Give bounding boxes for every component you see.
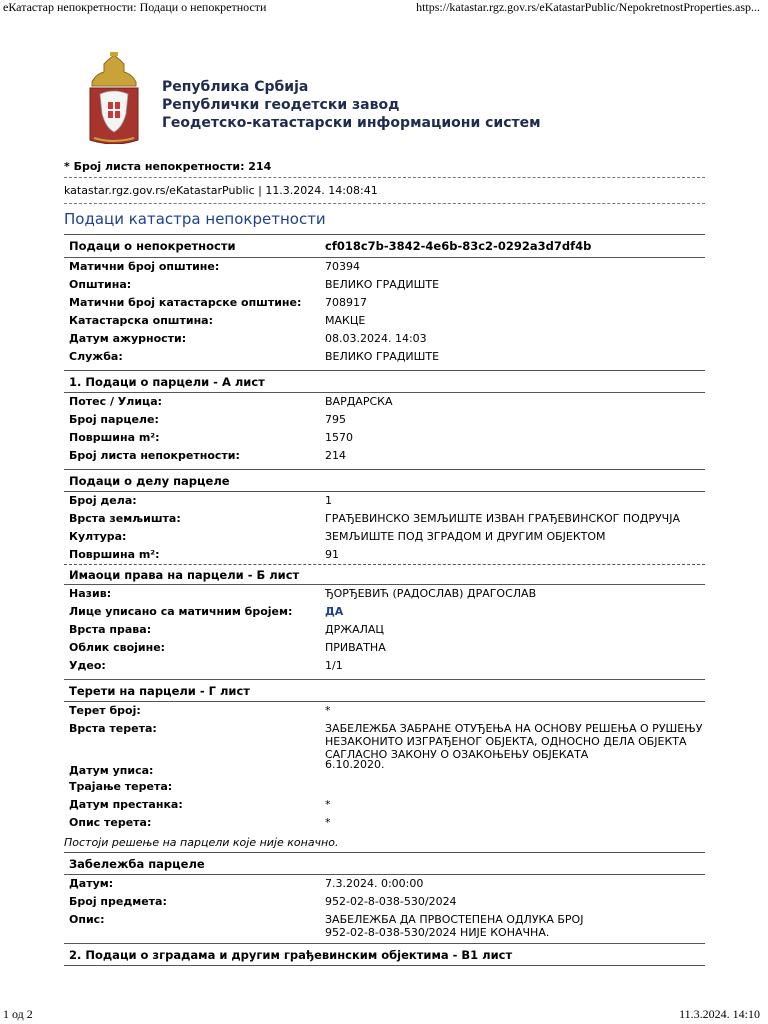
table-row: Матични број катастарске општине: 708917: [69, 296, 367, 309]
print-header-title: еКатастар непокретности: Подаци о непокретности: [3, 0, 267, 14]
table-row: Датум уписа: 6.10.2020.: [69, 758, 385, 777]
meta-line: katastar.rgz.gov.rs/eKatastarPublic | 11.3.2024. 14:08:41: [64, 184, 378, 197]
divider: [64, 203, 705, 204]
parcel-section-header: 1. Подаци о парцели - А лист: [64, 370, 705, 392]
table-row: Служба: ВЕЛИКО ГРАДИШТЕ: [69, 350, 440, 363]
table-row: Назив: ЂОРЂЕВИЋ (РАДОСЛАВ) ДРАГОСЛАВ: [64, 584, 705, 603]
table-row: Трајање терета:: [69, 780, 173, 793]
print-footer: [0, 1008, 768, 1024]
table-row: Број парцеле: 795: [69, 413, 346, 426]
table-row: Број предмета: 952-02-8-038-530/2024: [69, 895, 457, 908]
table-row: Опис: ЗАБЕЛЕЖБА ДА ПРВОСТЕПЕНА ОДЛУКА БРОЈ 952-02-8-038-530/2024 НИЈЕ КОНАЧНА.: [69, 913, 584, 939]
table-row: Матични број општине: 70394: [64, 257, 705, 276]
property-id: cf018c7b-3842-4e6b-83c2-0292a3d7df4b: [325, 239, 592, 253]
table-row: Терет број: *: [64, 701, 705, 720]
table-row: Катастарска општина: МАКЦЕ: [69, 314, 366, 327]
table-row: Површина m²: 91: [69, 548, 339, 561]
institution-line-information-system: Геодетско-катастарски информациони систем: [162, 115, 541, 131]
table-row: Врста терета: ЗАБЕЛЕЖБА ЗАБРАНЕ ОТУЂЕЊА НА ОСНОВУ РЕШЕЊА О РУШЕЊУ НЕЗАКОНИТО ИЗГРАЂЕНОГ ОБЈЕКТА, ОДНОСНО ДЕЛА ОБЈЕКТА САГЛАСНО ЗАКОНУ О ОЗАКОЊЕЊУ ОБЈЕКАТА: [69, 722, 703, 761]
property-header: [64, 234, 705, 257]
table-row: Врста права: ДРЖАЛАЦ: [69, 623, 384, 636]
table-row: Датум: 7.3.2024. 0:00:00: [64, 874, 705, 893]
print-header-url[interactable]: https://katastar.rgz.gov.rs/eKatastarPublic/NepokretnostProperties.asp...: [416, 0, 760, 14]
table-row: Потес / Улица: ВАРДАРСКА: [64, 392, 705, 411]
table-row: Опис терета: *: [69, 816, 331, 829]
table-row: Општина: ВЕЛИКО ГРАДИШТЕ: [69, 278, 440, 291]
table-row: Број листа непокретности: 214: [69, 449, 346, 462]
sheet-number: * Број листа непокретности: 214: [64, 160, 272, 173]
coat-of-arms-icon: [86, 52, 142, 144]
institution-line-republic: Република Србија: [162, 79, 309, 95]
page-title: Подаци катастра непокретности: [64, 210, 326, 228]
table-row: Удео: 1/1: [69, 659, 343, 672]
parcel-part-header: Подаци о делу парцеле: [64, 469, 705, 491]
annotation-description: ЗАБЕЛЕЖБА ДА ПРВОСТЕПЕНА ОДЛУКА БРОЈ 952-02-8-038-530/2024 НИЈЕ КОНАЧНА.: [325, 913, 584, 939]
table-row: Датум ажурности: 08.03.2024. 14:03: [69, 332, 427, 345]
registered-with-id-value: ДА: [325, 605, 344, 618]
institution-block: [162, 78, 541, 132]
divider: [64, 177, 705, 178]
page-counter: 1 од 2: [3, 1007, 33, 1021]
buildings-section-header: 2. Подаци о зградама и другим грађевинским објектима - В1 лист: [64, 943, 705, 965]
print-header: [0, 0, 768, 16]
non-final-decision-note: Постоји решење на парцели које није коначно.: [64, 836, 339, 849]
burdens-section-header: Терети на парцели - Г лист: [64, 679, 705, 701]
rights-section-header: Имаоци права на парцели - Б лист: [64, 564, 705, 584]
burden-type-value: ЗАБЕЛЕЖБА ЗАБРАНЕ ОТУЂЕЊА НА ОСНОВУ РЕШЕЊА О РУШЕЊУ НЕЗАКОНИТО ИЗГРАЂЕНОГ ОБЈЕКТА, ОДНОСНО ДЕЛА ОБЈЕКТА САГЛАСНО ЗАКОНУ О ОЗАКОЊЕЊУ ОБЈЕКАТА: [325, 722, 703, 761]
institution-line-geodetic-authority: Републички геодетски завод: [162, 97, 400, 113]
table-row: Култура: ЗЕМЉИШТЕ ПОД ЗГРАДОМ И ДРУГИМ ОБЈЕКТОМ: [69, 530, 606, 543]
table-row: Врста земљишта: ГРАЂЕВИНСКО ЗЕМЉИШТЕ ИЗВАН ГРАЂЕВИНСКОГ ПОДРУЧЈА: [69, 512, 680, 525]
table-row: Датум престанка: *: [69, 798, 331, 811]
property-header-label: Подаци о непокретности: [69, 239, 236, 253]
table-row: Облик својине: ПРИВАТНА: [69, 641, 386, 654]
cadastre-content: [64, 234, 705, 966]
table-row: Површина m²: 1570: [69, 431, 353, 444]
table-row: Лице уписано са матичним бројем: ДА: [64, 603, 705, 621]
table-row: Број дела: 1: [64, 491, 705, 510]
annotation-section-header: Забележба парцеле: [64, 852, 705, 874]
print-datetime: 11.3.2024. 14:10: [679, 1007, 760, 1021]
